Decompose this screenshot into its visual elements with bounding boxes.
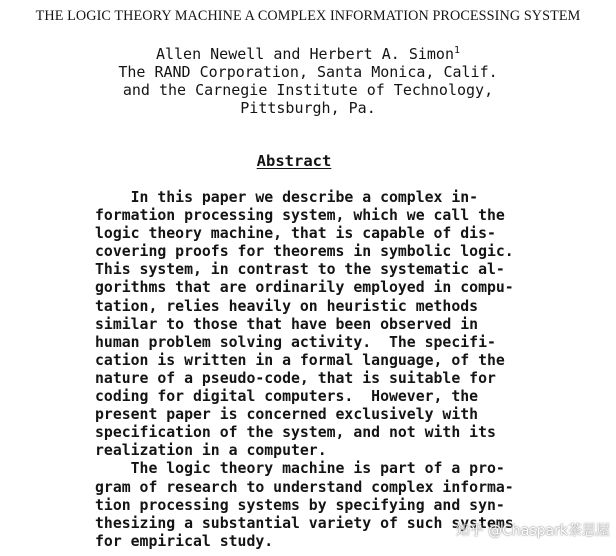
author-names: Allen Newell and Herbert A. Simon — [155, 45, 454, 63]
abstract-line: human problem solving activity. The specifi- — [95, 333, 496, 351]
abstract-body — [95, 189, 565, 551]
abstract-line: cation is written in a formal language, of the — [95, 351, 505, 369]
abstract-heading-text: Abstract — [256, 152, 332, 170]
abstract-line: thesizing a substantial variety of such systems — [95, 514, 514, 532]
abstract-line: tion processing systems by specifying and syn- — [95, 496, 505, 514]
paper-title: THE LOGIC THEORY MACHINE A COMPLEX INFORMATION PROCESSING SYSTEM — [35, 8, 581, 24]
abstract-line: nature of a pseudo-code, that is suitable for — [95, 369, 496, 387]
abstract-line: tation, relies heavily on heuristic methods — [95, 297, 479, 315]
abstract-line: coding for digital computers. However, the — [95, 388, 479, 406]
abstract-line: for empirical study. — [95, 532, 274, 550]
abstract-line: present paper is concerned exclusively with — [95, 406, 479, 424]
abstract-line: specification of the system, and not with its — [95, 424, 496, 442]
abstract-line: This system, in contrast to the systematic al- — [95, 261, 505, 279]
abstract-line: similar to those that have been observed in — [95, 315, 479, 333]
abstract-line: realization in a computer. — [95, 442, 327, 460]
affiliation-line: The RAND Corporation, Santa Monica, Calif. — [118, 63, 498, 81]
affiliation-line: Pittsburgh, Pa. — [240, 99, 376, 117]
abstract-line: covering proofs for theorems in symbolic logic. — [95, 243, 514, 261]
abstract-heading — [0, 152, 588, 170]
abstract-line: formation processing system, which we call the — [95, 207, 505, 225]
abstract-line: The logic theory machine is part of a pro- — [95, 460, 505, 478]
abstract-line: gorithms that are ordinarily employed in compu- — [95, 279, 514, 297]
affiliation-line: and the Carnegie Institute of Technology, — [122, 81, 494, 99]
abstract-line: In this paper we describe a complex in- — [95, 189, 479, 206]
watermark: 知乎 @Chaspark茶思屋 — [455, 523, 610, 539]
author-block — [0, 45, 616, 117]
abstract-line: gram of research to understand complex informa- — [95, 478, 514, 496]
footnote-mark: 1 — [453, 45, 461, 56]
abstract-line: logic theory machine, that is capable of dis- — [95, 225, 496, 243]
